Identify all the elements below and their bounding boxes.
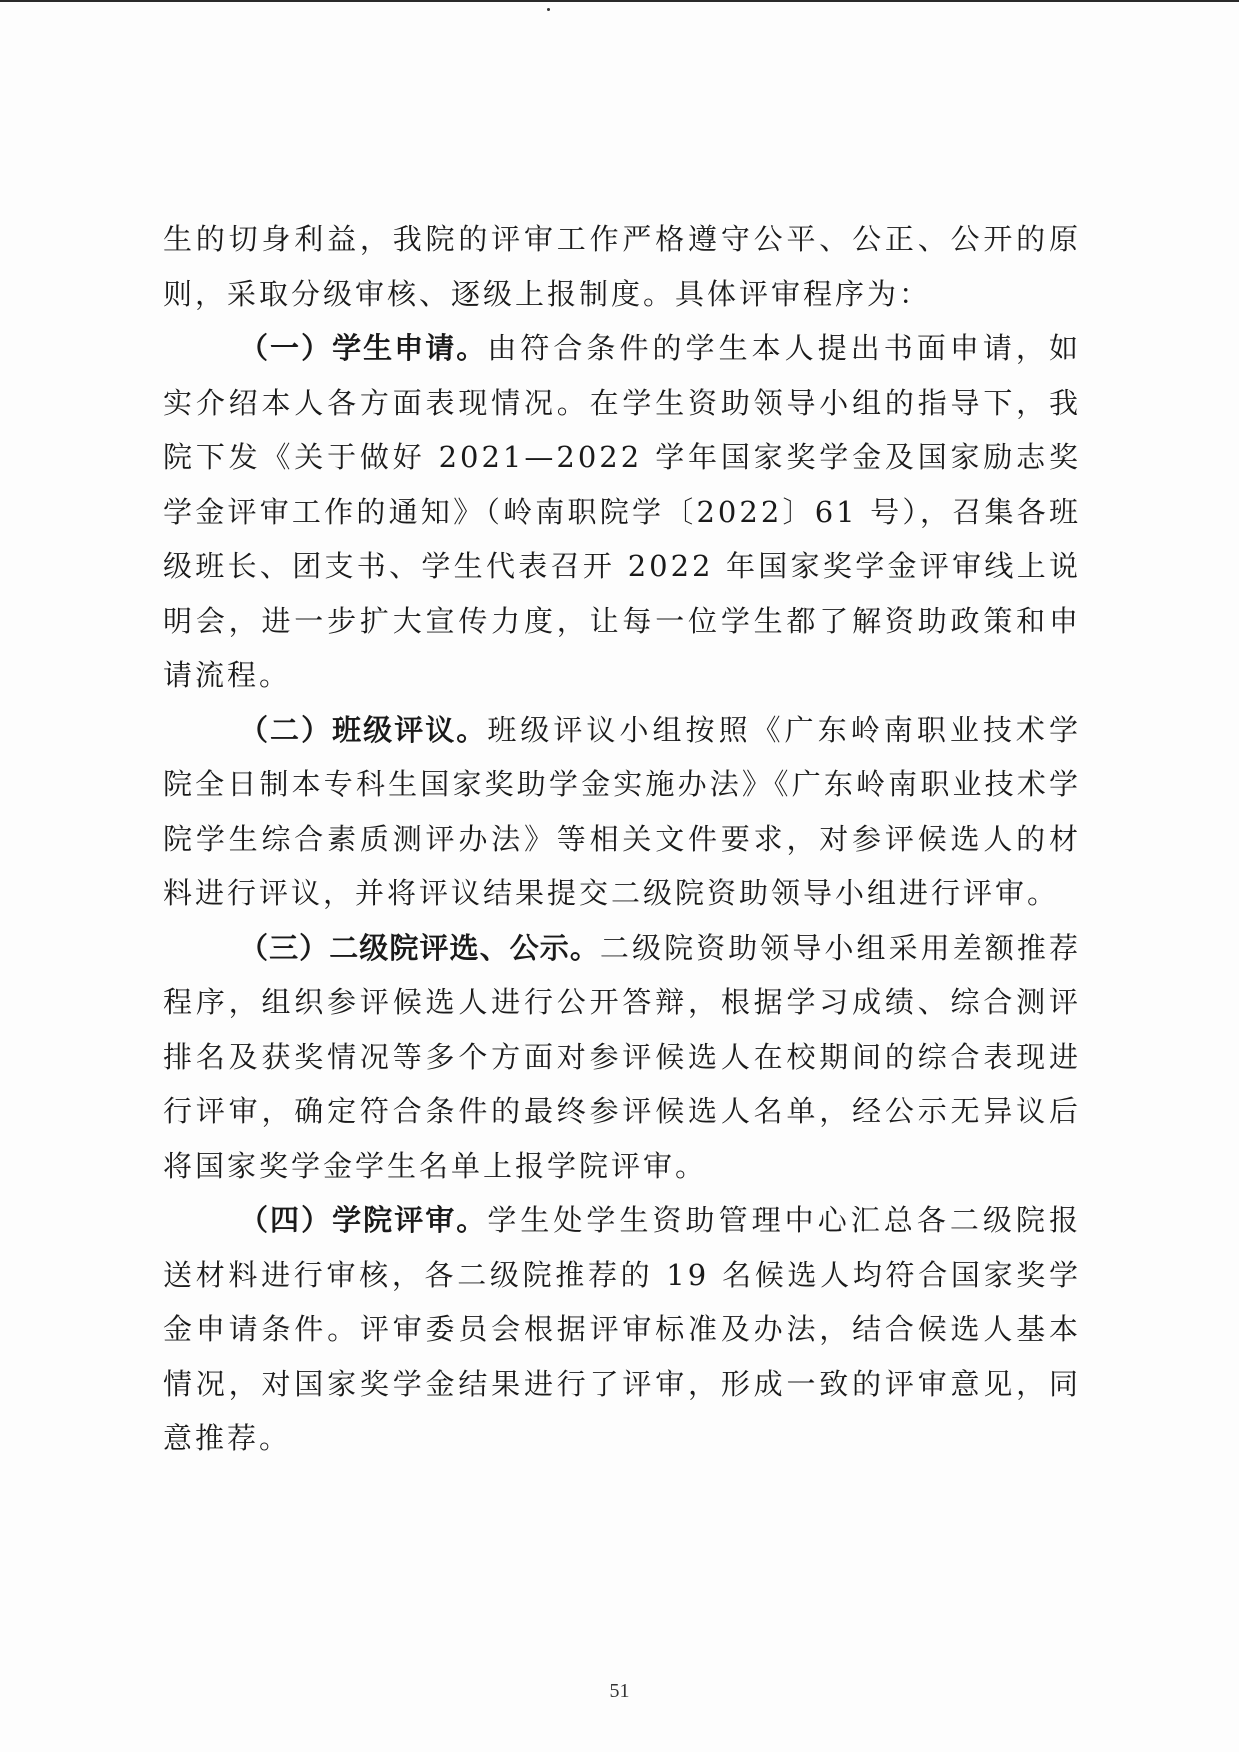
section-class-review [163, 703, 1081, 921]
section-heading: （一）学生申请。 [239, 331, 488, 365]
section-college-review [163, 1193, 1081, 1466]
scan-dot [547, 8, 550, 11]
section-secondary-college-selection [163, 921, 1081, 1194]
section-text: 二级院资助领导小组采用差额推荐程序，组织参评候选人进行公开答辩，根据学习成绩、综合测评排名及获奖情况等多个方面对参评候选人在校期间的综合表现进行评审，确定符合条件的最终参评候选人名单，经公示无异议后将国家奖学金学生名单上报学院评审。 [163, 930, 1081, 1183]
section-heading: （四）学院评审。 [239, 1203, 488, 1237]
section-text: 学生处学生资助管理中心汇总各二级院报送材料进行审核，各二级院推荐的 19 名候选人均符合国家奖学金申请条件。评审委员会根据评审标准及办法，结合候选人基本情况，对国家奖学金结果进行了评审，形成一致的评审意见，同意推荐。 [163, 1203, 1081, 1455]
section-text: 班级评议小组按照《广东岭南职业技术学院全日制本专科生国家奖助学金实施办法》《广东岭南职业技术学院学生综合素质测评办法》等相关文件要求，对参评候选人的材料进行评议，并将评议结果提交二级院资助领导小组进行评审。 [163, 712, 1081, 910]
scan-top-edge [0, 0, 1239, 2]
intro-paragraph: 生的切身利益，我院的评审工作严格遵守公平、公正、公开的原则，采取分级审核、逐级上报制度。具体评审程序为： [163, 222, 1081, 311]
section-heading: （二）班级评议。 [239, 712, 488, 747]
page-number: 51 [609, 1680, 630, 1702]
section-heading: （三）二级院评选、公示。 [239, 930, 600, 965]
section-text: 由符合条件的学生本人提出书面申请，如实介绍本人各方面表现情况。在学生资助领导小组的指导下，我院下发《关于做好 2021—2022 学年国家奖学金及国家励志奖学金评审工作的通知》（岭南职院学〔2022〕61 号），召集各班级班长、团支书、学生代表召开 2022 年国家奖学金评审线上说明会，进一步扩大宣传力度，让每一位学生都了解资助政策和申请流程。 [163, 331, 1081, 692]
document-body [163, 212, 1081, 1466]
section-student-application [163, 321, 1081, 703]
